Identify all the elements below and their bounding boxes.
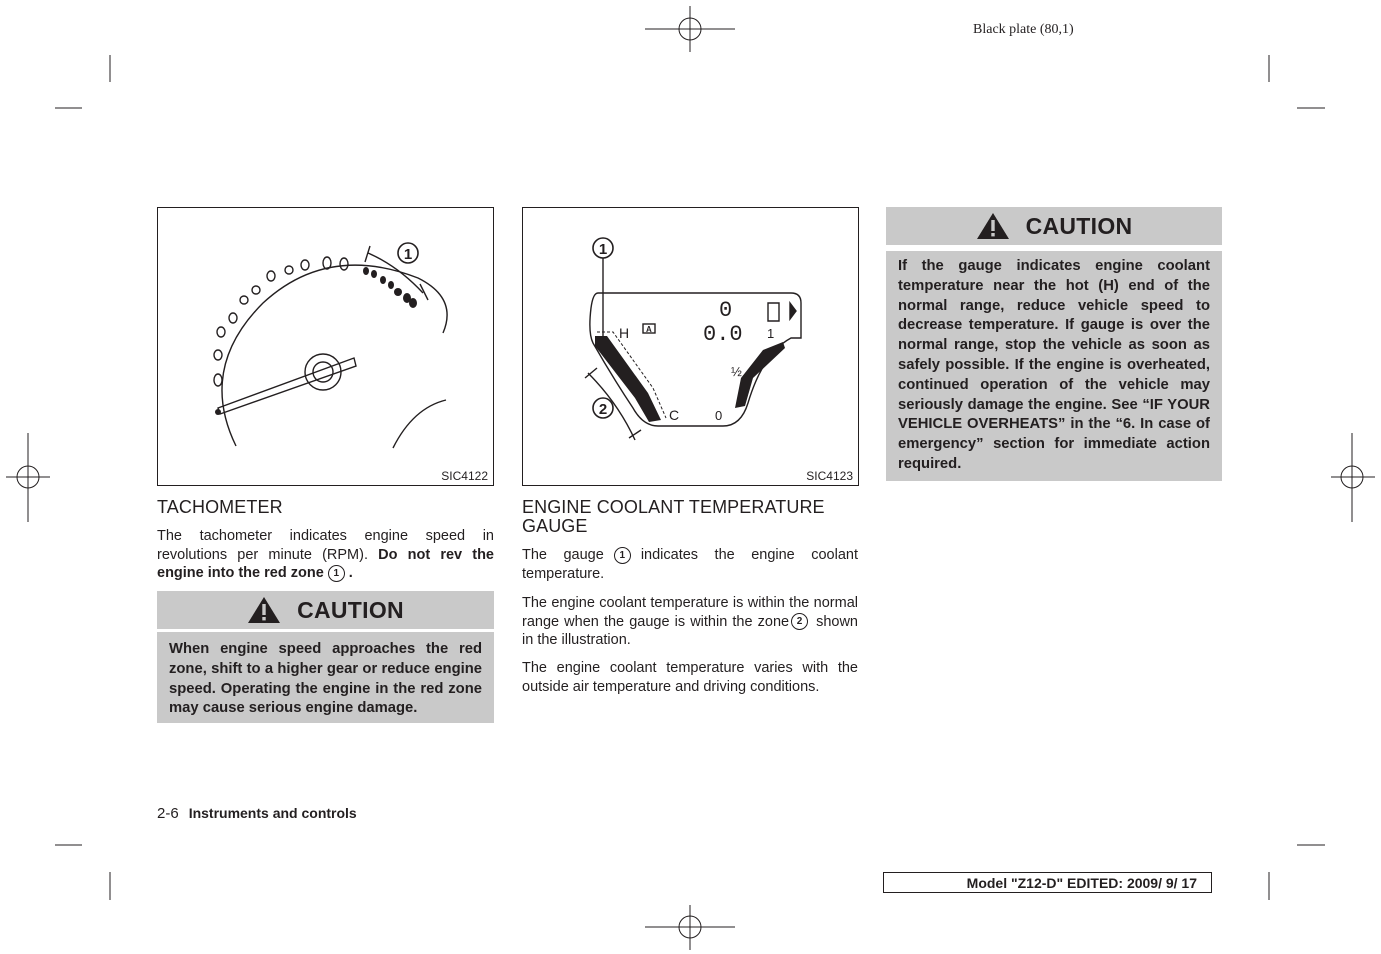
coolant-gauge-figure	[522, 207, 859, 486]
page-number: 2-6	[157, 805, 179, 822]
warning-triangle-icon	[976, 212, 1010, 240]
caution-text: If the gauge indicates engine coolant temperature near the hot (H) end of the normal range, reduce vehicle speed to decrease temperature. If gauge is over the normal range, stop the vehicle as soon as safely possible. If the engine is overheated, continued operation of the vehicle may seriously damage the engine. See “IF YOUR VEHICLE OVERHEATS” in the “6. In case of emergency” section for immediate action required.	[886, 251, 1222, 481]
tachometer-text: The tachometer indicates engine speed in revolutions per minute (RPM). Do not rev the engine into the red zone 1 .	[157, 528, 495, 581]
callout-1	[398, 243, 418, 263]
section-title: Instruments and controls	[188, 805, 357, 821]
caution-box-tachometer	[157, 591, 494, 723]
model-edit-box: Model "Z12-D" EDITED: 2009/ 9/ 17	[883, 872, 1212, 893]
callout-ref-1: 1	[328, 565, 345, 582]
coolant-p3: The engine coolant temperature varies with the outside air temperature and driving conditions.	[522, 660, 858, 695]
svg-text:0.0: 0.0	[703, 322, 743, 347]
svg-text:½: ½	[731, 364, 742, 379]
svg-text:1: 1	[403, 246, 413, 263]
tachometer-illustration	[158, 208, 493, 485]
figure-code: SIC4123	[806, 469, 853, 483]
coolant-gauge-illustration	[523, 208, 858, 485]
caution-title: CAUTION	[1025, 212, 1133, 239]
coolant-heading: ENGINE COOLANT TEMPERATURE GAUGE	[522, 497, 825, 536]
tachometer-figure	[157, 207, 494, 486]
coolant-p1: The gauge 1 indicates the engine coolant temperature.	[522, 547, 858, 582]
coolant-p2: The engine coolant temperature is within the normal range when the gauge is within the zone 2 shown in the illustration.	[522, 595, 858, 648]
svg-text:0: 0	[715, 408, 723, 423]
tachometer-heading: TACHOMETER	[157, 497, 283, 517]
caution-text: When engine speed approaches the red zone, shift to a higher gear or reduce engine speed. Operating the engine in the red zone may cause serious engine damage.	[157, 632, 494, 723]
svg-text:A: A	[646, 325, 652, 334]
svg-text:H: H	[619, 325, 630, 341]
svg-text:1: 1	[598, 241, 608, 258]
callout-ref-1: 1	[614, 547, 631, 564]
page-footer	[157, 805, 357, 822]
plate-label: Black plate (80,1)	[973, 22, 1074, 37]
svg-text:0: 0	[719, 298, 733, 323]
caution-box-coolant	[886, 207, 1222, 481]
caution-title: CAUTION	[297, 596, 404, 623]
callout-2	[593, 398, 613, 418]
caution-header	[886, 207, 1222, 245]
warning-triangle-icon	[247, 596, 281, 624]
callout-ref-2: 2	[791, 613, 808, 630]
svg-text:1: 1	[767, 326, 775, 341]
svg-text:C: C	[669, 407, 680, 423]
callout-1	[593, 238, 613, 258]
svg-text:2: 2	[598, 401, 608, 418]
caution-header	[157, 591, 494, 629]
figure-code: SIC4122	[441, 469, 488, 483]
